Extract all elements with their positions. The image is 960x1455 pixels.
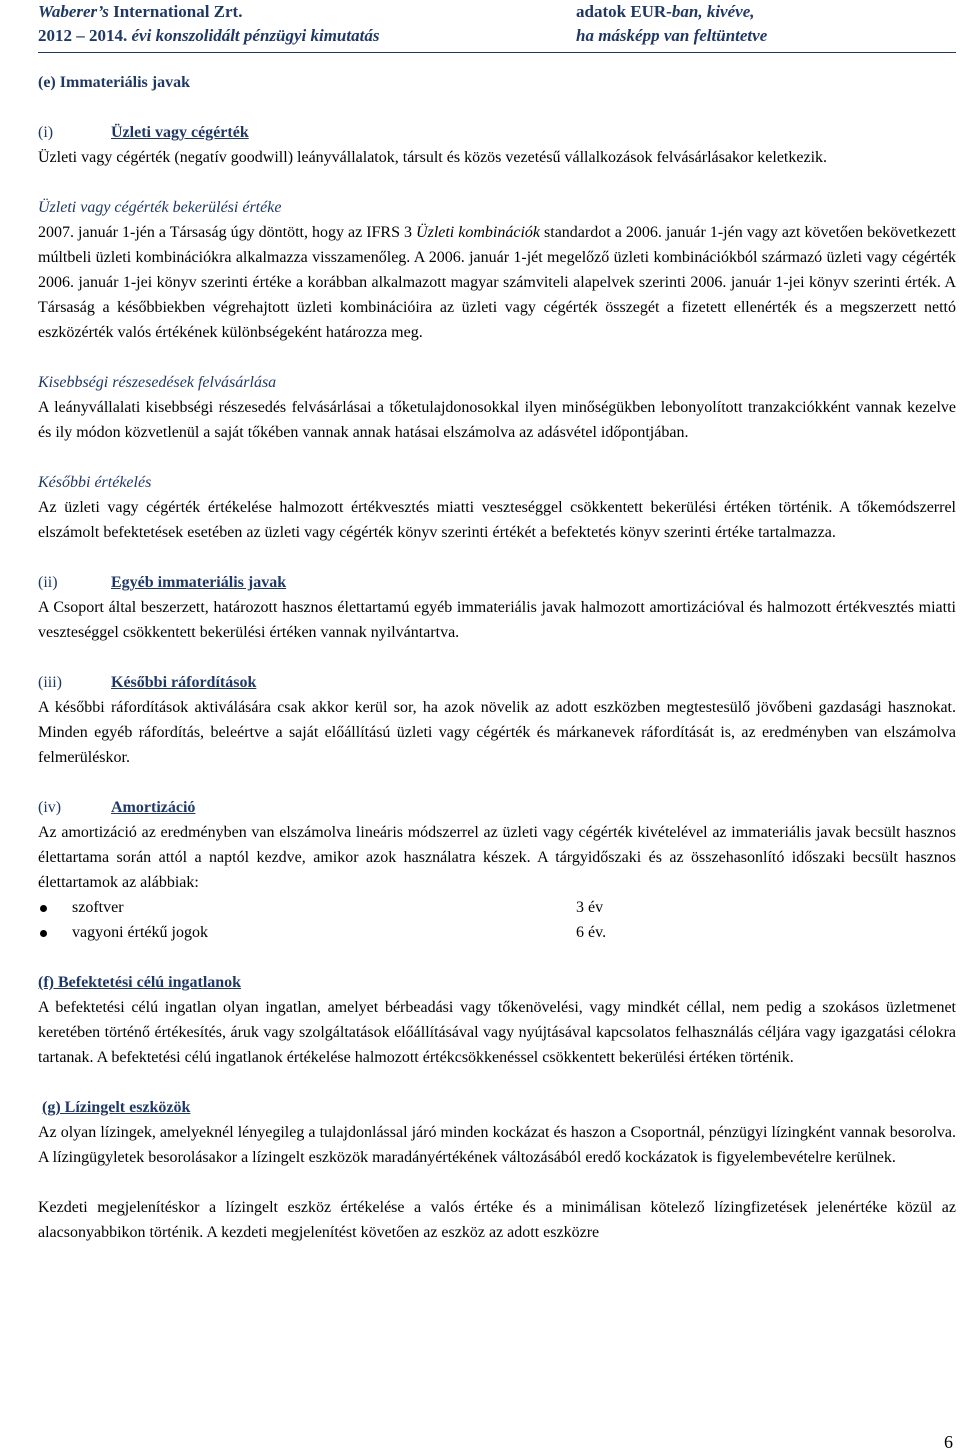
- unit-note-line2: ha másképp van feltüntetve: [576, 26, 768, 45]
- company-name: Waberer’s International Zrt.: [38, 2, 243, 21]
- subsection-number: (i): [38, 124, 54, 141]
- subheading-subsequent: Későbbi értékelés: [38, 474, 152, 491]
- list-item: szoftver 3 év: [38, 895, 956, 920]
- paragraph: 2007. január 1-jén a Társaság úgy döntött, hogy az IFRS 3 Üzleti kombinációk standardot a 2006. január 1-jén vagy azt követően bekövetkezett múltbeli üzleti kombinációkra alkalmazza visszamenőleg. A 2006. január 1-jét megelőző üzleti kombinációkból származó üzleti vagy cégérték 2006. január 1-jei könyv szerinti értéke a korábban alkalmazott magyar számviteli alapelvek szerinti 2006. január 1-jei könyv szerinti érték. A Társaság a későbbiekben végrehajtott üzleti kombinációira az üzleti vagy cégérték összegét a fizetett ellenérték és a megszerzett nettó eszközérték valós értékének különbségeként határozza meg.: [38, 224, 956, 341]
- paragraph: Üzleti vagy cégérték (negatív goodwill) leányvállalatok, társult és közös vezetésű vállalkozások felvásárlásakor keletkezik.: [38, 149, 828, 166]
- paragraph: A befektetési célú ingatlan olyan ingatlan, amelyet bérbeadási vagy tőkenövelési, vagy mindkét céllal, nem pedig a szokásos üzletmenet keretében történő értékesítés, áruk vagy szolgáltatások előállításával vagy nyújtásával kapcsolatos felhasználás céljára vagy igazgatási célokra tartanak. A befektetési célú ingatlanok értékelése halmozott értékcsökkenéssel csökkentett bekerülési értéken történik.: [38, 999, 956, 1066]
- paragraph: A Csoport által beszerzett, határozott hasznos élettartamú egyéb immateriális javak halmozott amortizációval és halmozott értékvesztés miatti veszteséggel csökkentett bekerülési értéken vannak nyilvántartva.: [38, 599, 956, 641]
- subsection-heading-ii: [38, 570, 956, 595]
- subsection-title: Egyéb immateriális javak: [111, 574, 287, 591]
- subsection-number: (iii): [38, 674, 62, 691]
- document-body: [38, 70, 956, 1245]
- paragraph: A leányvállalati kisebbségi részesedés felvásárlásai a tőketulajdonosokkal ilyen minőségükben lebonyolított tranzakciókként vannak kezelve és ily módon közvetlenül a saját tőkében vannak annak hatásai elszámolva az adásvétel időpontjában.: [38, 399, 956, 441]
- unit-note-line1: adatok EUR-ban, kivéve,: [576, 2, 755, 21]
- subsection-heading-iv: [38, 795, 956, 820]
- header-divider: [38, 52, 956, 53]
- subsection-number: (iv): [38, 799, 62, 816]
- list-item: vagyoni értékű jogok 6 év.: [38, 920, 956, 945]
- paragraph: Kezdeti megjelenítéskor a lízingelt eszköz értékelése a valós értéke és a minimálisan kötelező lízingfizetések jelenértéke közül az alacsonyabbikon történik. A kezdeti megjelenítést követően az eszköz az adott eszközre: [38, 1199, 956, 1241]
- paragraph: Az üzleti vagy cégérték értékelése halmozott értékvesztés miatti veszteséggel csökkentett bekerülési értéken történik. A tőkemódszerrel elszámolt befektetések esetében az üzleti vagy cégérték könyv szerinti értékét a befektetés könyv szerinti értéke tartalmazza.: [38, 499, 956, 541]
- subsection-heading-i: [38, 120, 956, 145]
- paragraph: A későbbi ráfordítások aktiválására csak akkor kerül sor, ha azok növelik az adott eszközben megtestesülő jövőbeni gazdasági hasznokat. Minden egyéb ráfordítás, beleértve a saját előállítású üzleti vagy cégérték és márkanevek ráfordítását is, az eredményben van elszámolva felmerüléskor.: [38, 699, 956, 766]
- statement-title: 2012 – 2014. évi konszolidált pénzügyi kimutatás: [38, 26, 380, 45]
- subsection-title: Üzleti vagy cégérték: [111, 124, 249, 141]
- paragraph: Az olyan lízingek, amelyeknél lényegileg a tulajdonlással járó minden kockázat és haszon a Csoportnál, pénzügyi lízingként vannak besorolva. A lízingügyletek besorolásakor a lízingelt eszközök maradányértékének változásából eredő kockázatok is figyelembevételre kerülnek.: [38, 1124, 956, 1166]
- subheading-cost: Üzleti vagy cégérték bekerülési értéke: [38, 199, 282, 216]
- subsection-title: Amortizáció: [111, 799, 196, 816]
- page-header: [38, 0, 956, 50]
- section-heading-f: (f) Befektetési célú ingatlanok: [38, 974, 242, 991]
- section-heading-e: (e) Immateriális javak: [38, 74, 190, 91]
- subsection-title: Későbbi ráfordítások: [111, 674, 257, 691]
- subheading-minority: Kisebbségi részesedések felvásárlása: [38, 374, 277, 391]
- useful-life-list: [38, 895, 956, 945]
- subsection-number: (ii): [38, 574, 58, 591]
- page-number: 6: [944, 1432, 953, 1452]
- paragraph: Az amortizáció az eredményben van elszámolva lineáris módszerrel az üzleti vagy cégérték kivételével az immateriális javak becsült hasznos élettartama során attól a naptól kezdve, amikor azok használatra készek. A tárgyidőszaki és az összehasonlító időszaki becsült hasznos élettartamok az alábbiak:: [38, 824, 956, 891]
- document-page: [38, 0, 956, 1455]
- section-heading-g: (g) Lízingelt eszközök: [42, 1099, 191, 1116]
- subsection-heading-iii: [38, 670, 956, 695]
